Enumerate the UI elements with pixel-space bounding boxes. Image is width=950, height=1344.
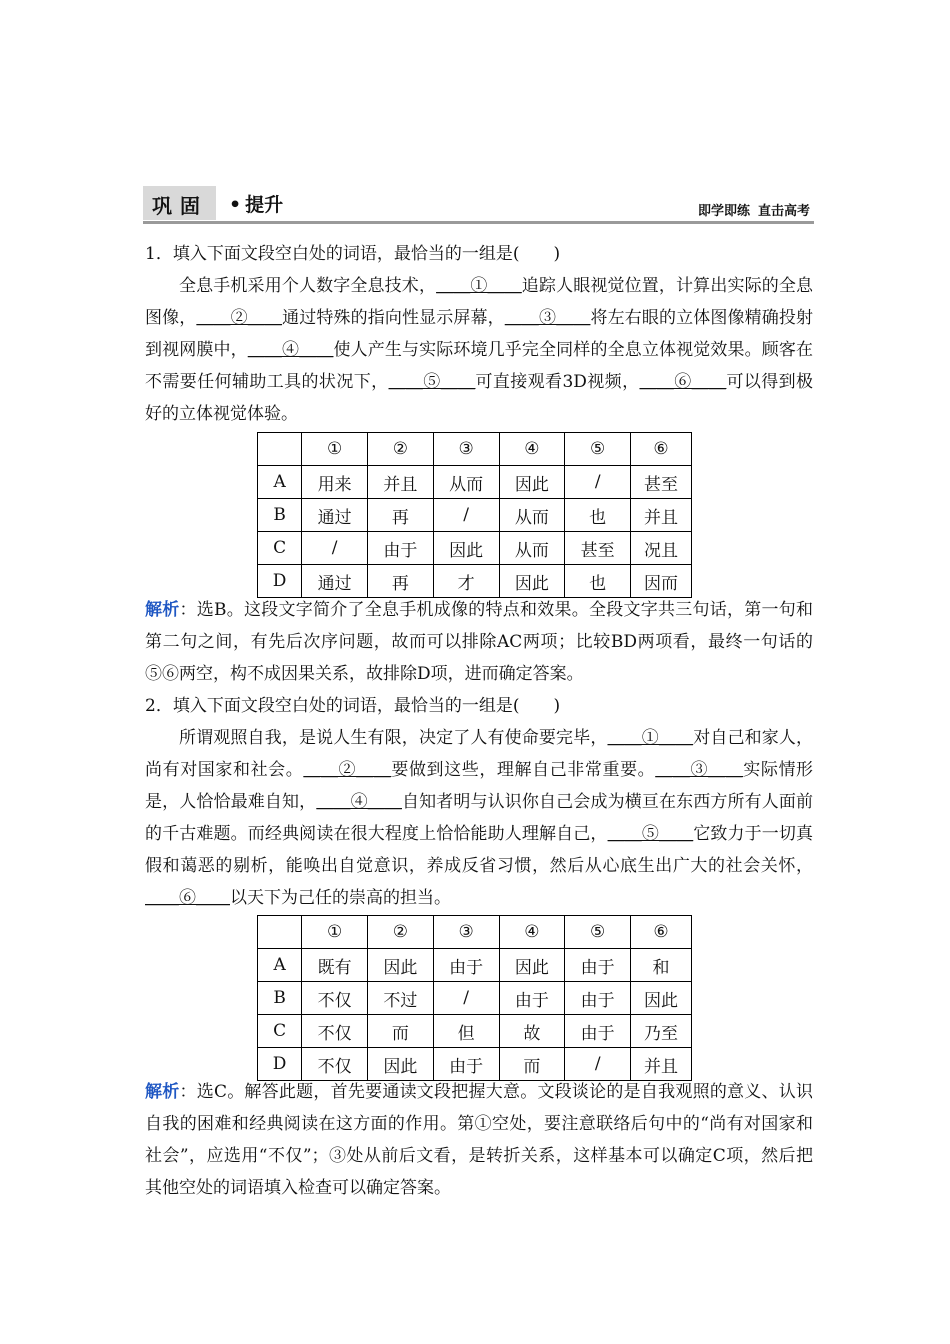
passage-text: 可直接观看3D视频， xyxy=(475,372,640,392)
table-cell: A xyxy=(258,466,302,499)
blank-6: ＿＿③＿＿ xyxy=(504,308,591,328)
table-cell: ④ xyxy=(499,916,565,949)
table-cell: 并且 xyxy=(631,499,692,532)
table-cell: 通过 xyxy=(302,565,368,598)
table-cell: 甚至 xyxy=(631,466,692,499)
header-title: 巩固 xyxy=(152,194,208,218)
table-cell: 因此 xyxy=(499,466,565,499)
table-cell: ⑤ xyxy=(565,433,631,466)
q1-analysis xyxy=(145,594,813,690)
table-cell: 也 xyxy=(565,499,631,532)
table-cell: / xyxy=(433,982,499,1015)
q1-analysis-label: 解析 xyxy=(145,600,180,620)
table-cell: 从而 xyxy=(499,532,565,565)
table-row xyxy=(258,499,692,532)
table-cell: 不仅 xyxy=(302,1048,368,1081)
passage-text: 要做到这些，理解自己非常重要。 xyxy=(391,760,656,780)
table-cell: 才 xyxy=(433,565,499,598)
passage-text: 将左右眼的立体图像精确投射到视网膜中， xyxy=(145,308,814,360)
table-cell: 再 xyxy=(368,499,434,532)
table-cell: ④ xyxy=(499,433,565,466)
q2-options-table xyxy=(257,915,692,1081)
passage-text: 它致力于一切真假和蔼恶的剔析，能唤出自觉意识，养成反省习惯，然后从心底生出广大的社会关怀， xyxy=(145,824,814,876)
table-cell: 由于 xyxy=(433,949,499,982)
table-cell: 而 xyxy=(368,1015,434,1048)
header-slogan-1: 即学即练 xyxy=(697,204,750,219)
header-subtitle: 提升 xyxy=(245,194,284,216)
table-cell: B xyxy=(258,499,302,532)
table-cell: 而 xyxy=(499,1048,565,1081)
table-cell: / xyxy=(565,466,631,499)
table-cell: 因此 xyxy=(631,982,692,1015)
table-cell: 故 xyxy=(499,1015,565,1048)
table-cell: C xyxy=(258,1015,302,1048)
blank-4: ＿＿②＿＿ xyxy=(196,308,283,328)
q2-passage xyxy=(145,722,813,914)
q1-passage xyxy=(145,270,813,430)
blank-4: ＿＿②＿＿ xyxy=(303,760,392,780)
table-cell: 不过 xyxy=(368,982,434,1015)
passage-text: 所谓观照自我，是说人生有限，决定了人有使命要完毕， xyxy=(179,728,608,748)
header-rule xyxy=(143,221,814,224)
table-header-row xyxy=(258,916,692,949)
table-cell: C xyxy=(258,532,302,565)
blank-6: ＿＿③＿＿ xyxy=(655,760,744,780)
q1-analysis-text: ：选B。这段文字简介了全息手机成像的特点和效果。全段文字共三句话，第一句和第二句之间，有先后次序问题，故而可以排除AC两项；比较BD两项看，最终一句话的⑤⑥两空，构不成因果关系，故排除D项，进而确定答案。 xyxy=(145,600,813,684)
q2-stem: 2．填入下面文段空白处的词语，最恰当的一组是( ) xyxy=(145,696,561,716)
table-cell: 因此 xyxy=(368,1048,434,1081)
q2-analysis-label: 解析 xyxy=(145,1082,180,1102)
table-cell: 通过 xyxy=(302,499,368,532)
table-header-row xyxy=(258,433,692,466)
table-cell xyxy=(258,916,302,949)
table-cell: 因此 xyxy=(499,565,565,598)
passage-text: 全息手机采用个人数字全息技术， xyxy=(179,276,437,296)
table-cell: A xyxy=(258,949,302,982)
table-cell: / xyxy=(302,532,368,565)
table-cell: D xyxy=(258,565,302,598)
blank-2: ＿＿①＿＿ xyxy=(607,728,694,748)
table-cell: 由于 xyxy=(565,949,631,982)
blank-2: ＿＿①＿＿ xyxy=(436,276,522,296)
q2-analysis xyxy=(145,1076,813,1204)
table-row xyxy=(258,565,692,598)
blank-8: ＿＿④＿＿ xyxy=(316,792,402,812)
header-subtitle-group xyxy=(229,190,283,217)
table-row xyxy=(258,949,692,982)
passage-text: 通过特殊的指向性显示屏幕， xyxy=(282,308,505,328)
table-cell: ① xyxy=(302,433,368,466)
table-cell: 况且 xyxy=(631,532,692,565)
header-slogan xyxy=(698,200,810,219)
table-cell: 从而 xyxy=(433,466,499,499)
blank-8: ＿＿④＿＿ xyxy=(247,340,334,360)
table-cell: 因而 xyxy=(631,565,692,598)
table-cell: ③ xyxy=(433,433,499,466)
blank-12: ＿＿⑥＿＿ xyxy=(145,888,230,908)
table-cell: 再 xyxy=(368,565,434,598)
table-cell: 既有 xyxy=(302,949,368,982)
table-cell: 并且 xyxy=(368,466,434,499)
table-cell: 因此 xyxy=(499,949,565,982)
table-cell: 由于 xyxy=(565,982,631,1015)
q1-stem: 1．填入下面文段空白处的词语，最恰当的一组是( ) xyxy=(145,244,561,264)
passage-text: 自知者明与认识你自己会成为横亘在东西方所有人面前的千古难题。而经典阅读在很大程度上恰恰能助人理解自己， xyxy=(145,792,814,844)
table-cell: ② xyxy=(368,433,434,466)
table-row xyxy=(258,466,692,499)
table-cell: 但 xyxy=(433,1015,499,1048)
header-dot: • xyxy=(229,194,242,216)
table-cell: ① xyxy=(302,916,368,949)
table-cell: 不仅 xyxy=(302,1015,368,1048)
passage-text: 可以得到极好的立体视觉体验。 xyxy=(145,372,814,424)
table-cell: 由于 xyxy=(368,532,434,565)
table-cell: 甚至 xyxy=(565,532,631,565)
table-row xyxy=(258,532,692,565)
blank-12: ＿＿⑥＿＿ xyxy=(639,372,727,392)
table-cell: 由于 xyxy=(433,1048,499,1081)
table-cell: 由于 xyxy=(565,1015,631,1048)
passage-text: 以天下为己任的崇高的担当。 xyxy=(230,888,451,908)
table-cell: 因此 xyxy=(368,949,434,982)
passage-text: 实际情形是，人恰恰最难自知， xyxy=(145,760,814,812)
table-cell: 不仅 xyxy=(302,982,368,1015)
passage-text: 使人产生与实际环境几乎完全同样的全息立体视觉效果。顾客在不需要任何辅助工具的状况下， xyxy=(145,340,814,392)
table-cell: / xyxy=(565,1048,631,1081)
q2-analysis-text: ：选C。解答此题，首先要通读文段把握大意。文段谈论的是自我观照的意义、认识自我的困难和经典阅读在这方面的作用。第①空处，要注意联络后句中的“尚有对国家和社会”，应选用“不仅”；③处从前后文看，是转折关系，这样基本可以确定C项，然后把其他空处的词语填入检查可以确定答案。 xyxy=(145,1082,814,1198)
table-cell: 因此 xyxy=(433,532,499,565)
passage-text: 对自己和家人，尚有对国家和社会。 xyxy=(145,728,814,780)
header-title-box xyxy=(143,186,216,220)
table-cell: D xyxy=(258,1048,302,1081)
header-slogan-2: 直击高考 xyxy=(757,204,810,219)
table-cell: 由于 xyxy=(499,982,565,1015)
table-cell: ⑥ xyxy=(631,433,692,466)
table-cell: 也 xyxy=(565,565,631,598)
table-row xyxy=(258,1015,692,1048)
blank-10: ＿＿⑤＿＿ xyxy=(607,824,694,844)
section-header xyxy=(143,186,814,226)
q1-options-table xyxy=(257,432,692,598)
table-cell: 从而 xyxy=(499,499,565,532)
table-cell xyxy=(258,433,302,466)
table-cell: B xyxy=(258,982,302,1015)
table-cell: ⑤ xyxy=(565,916,631,949)
table-cell: / xyxy=(433,499,499,532)
table-cell: ② xyxy=(368,916,434,949)
table-cell: 乃至 xyxy=(631,1015,692,1048)
blank-10: ＿＿⑤＿＿ xyxy=(388,372,476,392)
table-cell: 用来 xyxy=(302,466,368,499)
table-row xyxy=(258,982,692,1015)
table-cell: 并且 xyxy=(631,1048,692,1081)
passage-text: 追踪人眼视觉位置，计算出实际的全息图像， xyxy=(145,276,814,328)
table-cell: ⑥ xyxy=(631,916,692,949)
table-cell: 和 xyxy=(631,949,692,982)
table-cell: ③ xyxy=(433,916,499,949)
